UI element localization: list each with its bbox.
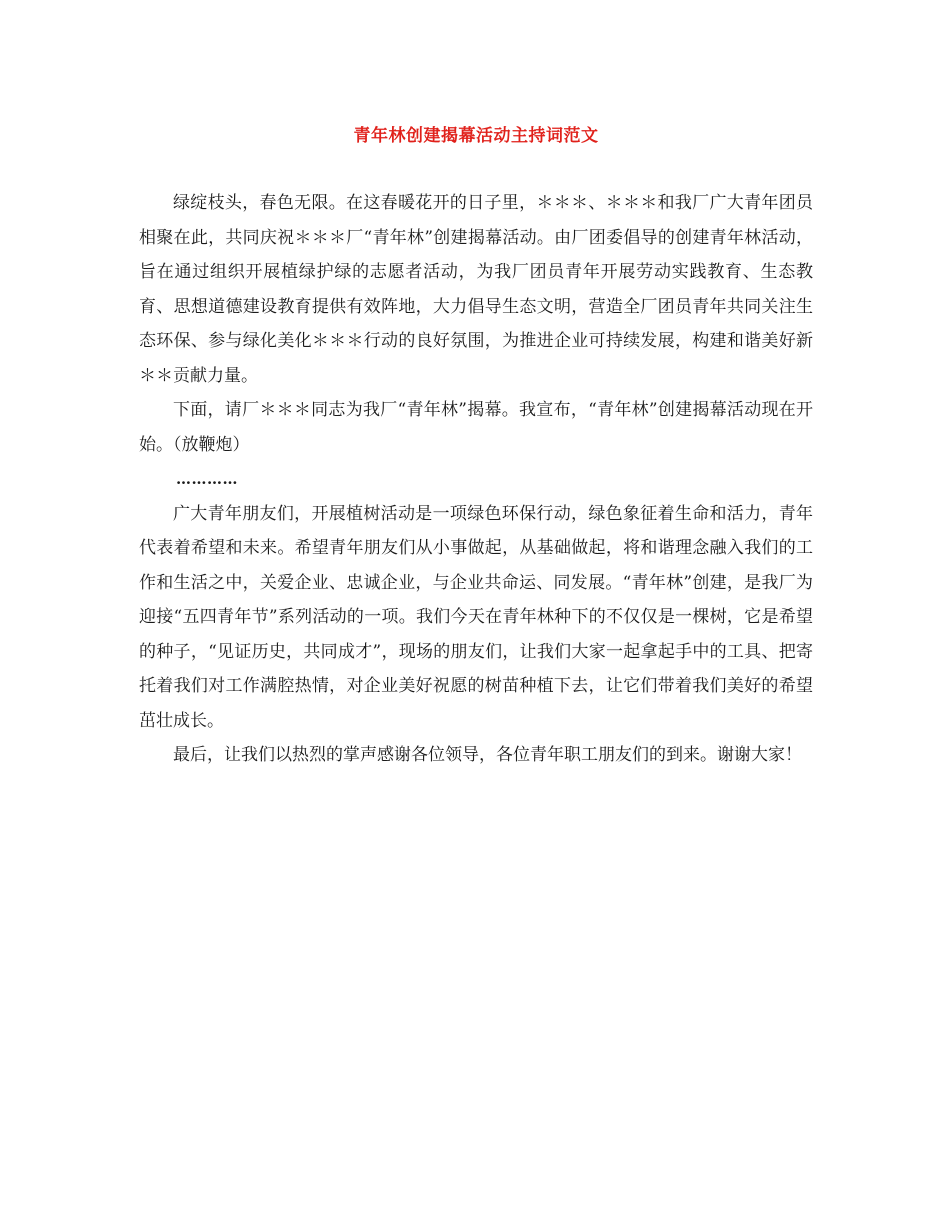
document-page — [139, 120, 813, 773]
paragraph-closing: 最后，让我们以热烈的掌声感谢各位领导，各位青年职工朋友们的到来。谢谢大家！ — [173, 745, 802, 765]
ellipsis-separator: ………… — [176, 470, 238, 488]
paragraph-unveiling: 下面，请厂＊＊＊同志为我厂“青年林”揭幕。我宣布，“青年林”创建揭幕活动现在开始。（放鞭炮） — [139, 400, 813, 455]
document-title: 青年林创建揭幕活动主持词范文 — [353, 126, 599, 146]
paragraph-opening: 绿绽枝头，春色无限。在这春暖花开的日子里，＊＊＊、＊＊＊和我厂广大青年团员相聚在此，共同庆祝＊＊＊厂“青年林”创建揭幕活动。由厂团委倡导的创建青年林活动，旨在通过组织开展植绿护绿的志愿者活动，为我厂团员青年开展劳动实践教育、生态教育、思想道德建设教育提供有效阵地，大力倡导生态文明，营造全厂团员青年共同关注生态环保、参与绿化美化＊＊＊行动的良好氛围，为推进企业可持续发展，构建和谐美好新＊＊贡献力量。 — [139, 193, 813, 386]
paragraph-address: 广大青年朋友们，开展植树活动是一项绿色环保行动，绿色象征着生命和活力，青年代表着希望和未来。希望青年朋友们从小事做起，从基础做起，将和谐理念融入我们的工作和生活之中，关爱企业、忠诚企业，与企业共命运、同发展。“青年林”创建，是我厂为迎接“五四青年节”系列活动的一项。我们今天在青年林种下的不仅仅是一棵树，它是希望的种子，“见证历史，共同成才”，现场的朋友们，让我们大家一起拿起手中的工具、把寄托着我们对工作满腔热情，对企业美好祝愿的树苗种植下去，让它们带着我们美好的希望茁壮成长。 — [139, 503, 813, 731]
